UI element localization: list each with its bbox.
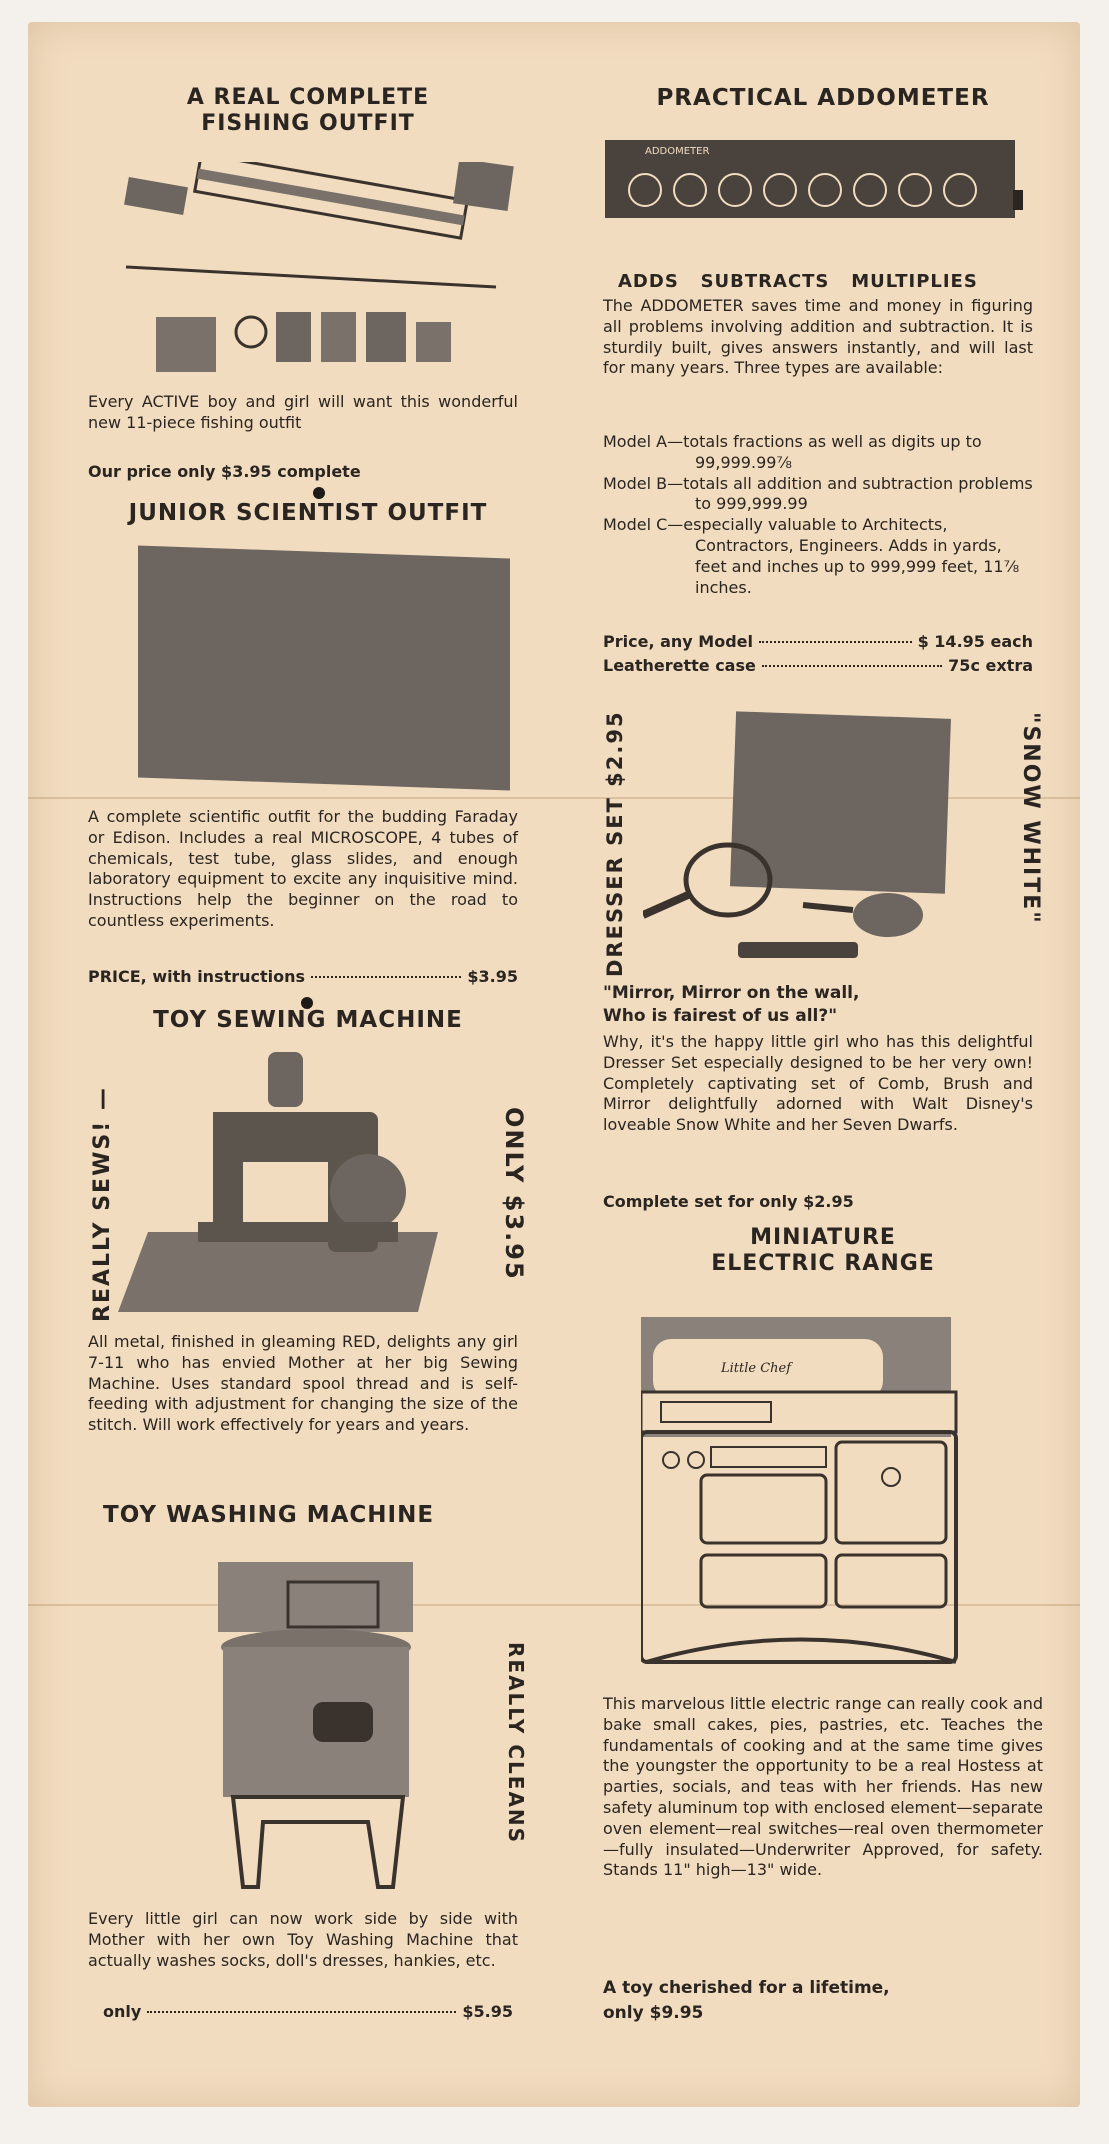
addometer-models xyxy=(603,432,1033,598)
addometer-model-a: Model A—totals fractions as well as digits up to 99,999.99⅞ xyxy=(603,432,982,472)
scientist-price-label: PRICE, with instructions xyxy=(88,967,306,986)
fishing-description: Every ACTIVE boy and girl will want this wonderful new 11-piece fishing outfit xyxy=(88,392,518,432)
addometer-price-value: $ 14.95 each xyxy=(917,632,1033,651)
electric-range-illustration xyxy=(641,1317,971,1682)
addometer-model-b: Model B—totals all addition and subtraction problems to 999,999.99 xyxy=(603,473,1033,514)
range-title-line1: MINIATURE xyxy=(750,1225,896,1250)
punch-hole xyxy=(313,487,325,499)
washing-side-right: REALLY CLEANS xyxy=(504,1642,528,1845)
scientist-title: JUNIOR SCIENTIST OUTFIT xyxy=(128,500,488,526)
fishing-title-line2: FISHING OUTFIT xyxy=(201,111,415,137)
washing-description: Every little girl can now work side by side with Mother with her own Toy Washing Machine that actually washes socks, doll's dresses, hankies, etc. xyxy=(88,1909,518,1970)
washing-title: TOY WASHING MACHINE xyxy=(103,1502,435,1528)
fishing-section xyxy=(88,85,528,138)
dresser-price: Complete set for only $2.95 xyxy=(603,1192,854,1211)
washing-price-value: $5.95 xyxy=(462,2002,513,2021)
addometer-price-label: Price, any Model xyxy=(603,632,753,651)
addometer-illustration xyxy=(605,140,1025,222)
dotted-leader xyxy=(759,641,912,643)
scientist-description: A complete scientific outfit for the budding Faraday or Edison. Includes a real MICROSCOPE, 4 tubes of chemicals, test tube, glass slides, and enough laboratory equipment to excite any inquisitive mind. Instructions help the beginner on the road to countless experiments. xyxy=(88,807,518,930)
dotted-leader xyxy=(147,2011,456,2013)
addometer-device-label: ADDOMETER xyxy=(645,146,710,157)
range-brand-label: Little Chef xyxy=(721,1361,792,1376)
addometer-case-line xyxy=(603,656,1033,675)
washing-machine-illustration xyxy=(218,1562,418,1892)
washing-price-line xyxy=(103,2002,513,2021)
addometer-price-line xyxy=(603,632,1033,651)
scientist-price-value: $3.95 xyxy=(467,967,518,986)
sewing-description: All metal, finished in gleaming RED, delights any girl 7-11 who has envied Mother at her big Sewing Machine. Uses standard spool thread and is self-feeding with adjustment for changing the size of the stitch. Will work effectively for years and years. xyxy=(88,1332,518,1435)
addometer-subtitle: ADDS SUBTRACTS MULTIPLIES xyxy=(618,271,978,292)
range-title xyxy=(603,1225,1043,1278)
addometer-model-c: Model C—especially valuable to Architects, Contractors, Engineers. Adds in yards, feet and inches up to 999,999 feet, 11⅞ inches. xyxy=(603,515,1020,597)
scientist-outfit-photo xyxy=(138,546,510,791)
range-tagline: A toy cherished for a lifetime, xyxy=(603,1978,890,1998)
scientist-price-line xyxy=(88,967,518,986)
washing-price-label: only xyxy=(103,2002,142,2021)
dresser-quote-line1: "Mirror, Mirror on the wall, xyxy=(603,983,860,1003)
dresser-quote-line2: Who is fairest of us all?" xyxy=(603,1006,838,1026)
dresser-side-left: DRESSER SET $2.95 xyxy=(603,710,627,977)
fishing-outfit-illustration xyxy=(116,162,526,377)
range-description: This marvelous little electric range can really cook and bake small cakes, pies, pastries, etc. Teaches the fundamentals of cooking and at the same time gives the youngster the opportunity to be a real Hostess at parties, socials, and teas with her friends. Has new safety aluminum top with enclosed element—separate oven element—real switches—real oven thermometer—fully insulated—Underwriter Approved, for safety. Stands 11" high—13" wide. xyxy=(603,1694,1043,1880)
fishing-price: Our price only $3.95 complete xyxy=(88,462,361,481)
dotted-leader xyxy=(311,976,461,978)
addometer-description: The ADDOMETER saves time and money in figuring all problems involving addition and subtraction. It is sturdily built, gives answers instantly, and will last for many years. Three types are available: xyxy=(603,296,1033,378)
addometer-title: PRACTICAL ADDOMETER xyxy=(656,85,990,111)
dotted-leader xyxy=(762,665,942,667)
range-title-line2: ELECTRIC RANGE xyxy=(711,1251,935,1277)
sewing-side-right: ONLY $3.95 xyxy=(500,1107,528,1281)
addometer-case-value: 75c extra xyxy=(948,656,1033,675)
catalog-page xyxy=(28,22,1080,2107)
dresser-set-illustration xyxy=(643,710,993,970)
sewing-side-left: REALLY SEWS! — xyxy=(90,1086,115,1322)
sewing-machine-illustration xyxy=(118,1052,458,1322)
addometer-case-label: Leatherette case xyxy=(603,656,756,675)
sewing-title: TOY SEWING MACHINE xyxy=(153,1007,463,1033)
dresser-side-right: "SNOW WHITE" xyxy=(1018,712,1043,925)
dresser-description: Why, it's the happy little girl who has this delightful Dresser Set especially designed to be her very own! Completely captivating set of Comb, Brush and Mirror delightfully adorned with Walt Disney's loveable Snow White and her Seven Dwarfs. xyxy=(603,1032,1033,1135)
fishing-title-line1: A REAL COMPLETE xyxy=(186,85,430,110)
range-price: only $9.95 xyxy=(603,2003,704,2023)
